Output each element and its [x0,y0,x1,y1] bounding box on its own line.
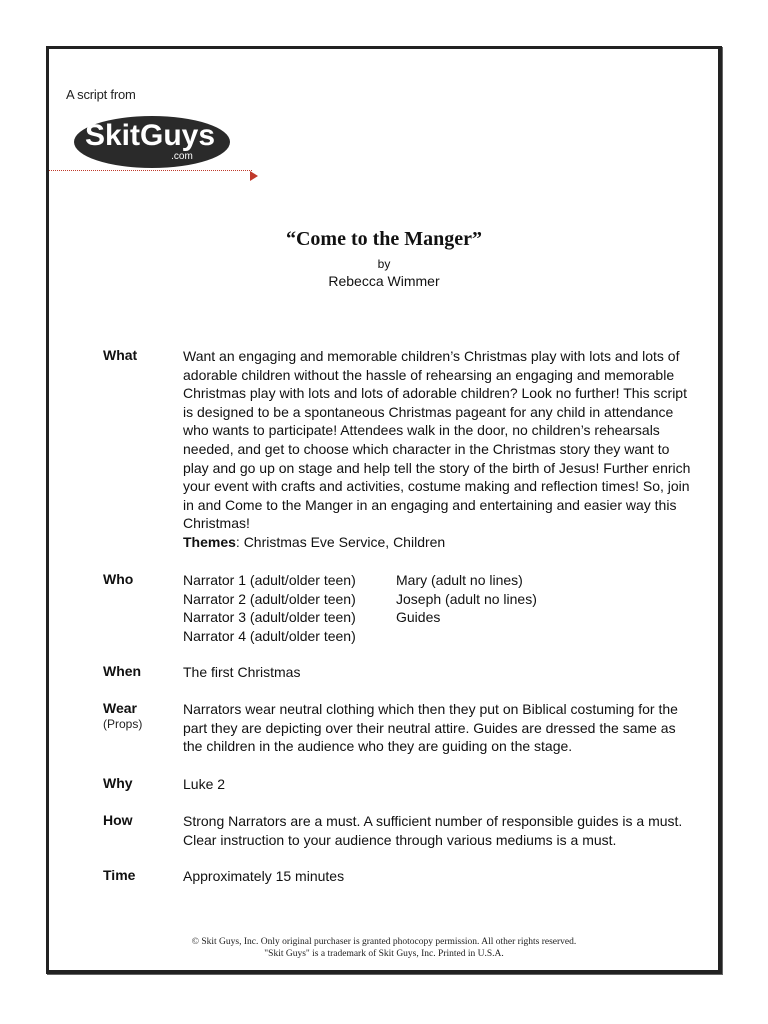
logo-sub-text: .com [171,151,193,162]
arrow-icon [250,171,258,181]
by-label: by [377,257,391,271]
section-sublabel: (Props) [103,717,143,731]
themes-label: Themes [183,533,236,550]
section-text: The first Christmas [183,664,301,680]
divider-dotted-line [49,170,252,171]
skitguys-logo-graphic [72,112,234,170]
footer-line: "Skit Guys" is a trademark of Skit Guys, Inc. Printed in U.S.A. [264,949,504,959]
section-text: Narrators wear neutral clothing which then they put on Biblical costuming for the part they are depicting over their neutral attire. Guides are dressed the same as the children in the audience who they are guiding on the stage. [183,701,678,755]
section-label: How [103,812,133,828]
script-tagline: A script from [66,87,136,102]
cast-item: Narrator 1 (adult/older teen) [183,572,356,588]
section-label: Why [103,775,133,791]
cast-item: Narrator 2 (adult/older teen) [183,590,356,607]
section-text [183,347,693,552]
section-label: Wear [103,700,137,716]
themes-line [183,533,693,552]
cast-item: Joseph (adult no lines) [396,590,537,607]
cast-item: Mary (adult no lines) [396,572,523,588]
section-label: Time [103,867,136,883]
logo-main-text: SkitGuys [84,119,216,152]
cast-item: Narrator 4 (adult/older teen) [183,627,356,644]
copyright-footer [0,936,768,960]
section-label: What [103,347,138,363]
section-text: Approximately 15 minutes [183,868,345,884]
cast-column-1 [183,571,356,645]
footer-line: © Skit Guys, Inc. Only original purchaser is granted photocopy permission. All other rights reserved. [191,937,577,947]
section-label: When [103,663,142,679]
author-name: Rebecca Wimmer [328,273,440,289]
cast-item: Narrator 3 (adult/older teen) [183,609,356,626]
themes-value: : Christmas Eve Service, Children [235,533,446,550]
cast-column-2 [396,571,537,627]
what-description: Want an engaging and memorable children’s Christmas play with lots and lots of adorable children without the hassle of rehearsing an engaging and memorable Christmas play with lots and lots of adorable children? Look no further! This script is designed to be a spontaneous Christmas pageant for any child in attendance who wants to participate! Attendees walk in the door, no children’s rehearsals needed, and get to choose which character in the Christmas story they want to play and go up on stage and help tell the story of the birth of Jesus! Further enrich your event with crafts and activities, costume making and reflection times! So, join in and Come to the Manger in an engaging and entertaining and easier way this Christmas! [183,348,691,532]
script-title: “Come to the Manger” [285,228,483,250]
section-label: Who [103,571,134,587]
section-text: Luke 2 [183,776,226,792]
section-text: Strong Narrators are a must. A sufficient number of responsible guides is a must. Clear instruction to your audience through various mediums is a must. [183,813,683,848]
skitguys-logo [72,112,234,175]
cast-item: Guides [396,609,441,626]
